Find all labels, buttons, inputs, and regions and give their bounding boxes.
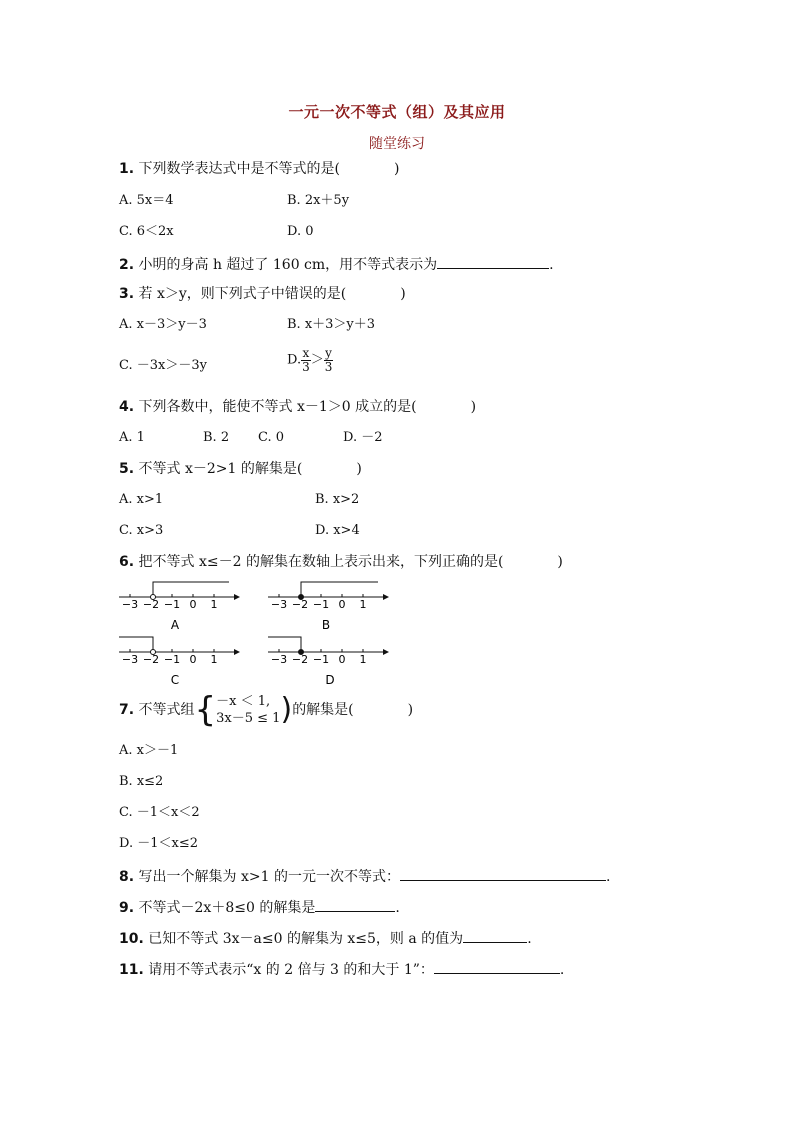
option-b: B. x＋3＞y＋3 xyxy=(287,317,376,332)
option-a: A. 1 xyxy=(119,430,145,445)
close-paren: ) xyxy=(470,399,477,415)
question-3 xyxy=(119,285,406,303)
question-6 xyxy=(119,553,563,571)
question-11 xyxy=(119,959,564,979)
tick-label: −3 xyxy=(270,653,288,666)
question-number: 6. xyxy=(119,554,135,570)
question-text: 请用不等式表示“x 的 2 倍与 3 的和大于 1”： xyxy=(148,962,434,978)
tick-label: −2 xyxy=(291,653,309,666)
period: . xyxy=(559,962,565,978)
number-line-a xyxy=(119,582,240,632)
number-line-figures xyxy=(0,575,794,685)
page-title: 一元一次不等式（组）及其应用 xyxy=(288,103,506,121)
page-subtitle: 随堂练习 xyxy=(369,136,425,152)
option-b: B. x≤2 xyxy=(119,774,164,789)
option-c: C. －1＜x＜2 xyxy=(119,805,200,820)
tick-label: 1 xyxy=(210,653,218,666)
question-text: 下列数学表达式中是不等式的是( xyxy=(138,161,340,177)
question-text: 若 x＞y，则下列式子中错误的是( xyxy=(138,286,347,302)
question-number: 7. xyxy=(119,702,135,718)
question-text: 不等式组 xyxy=(138,702,195,718)
question-8 xyxy=(119,866,610,886)
tick-label: −3 xyxy=(270,598,288,611)
answer-blank[interactable] xyxy=(400,866,606,881)
question-number: 2. xyxy=(119,257,135,273)
period: . xyxy=(395,900,400,916)
tick-label: −2 xyxy=(142,598,160,611)
option-a: A. x>1 xyxy=(119,492,164,507)
question-text: 写出一个解集为 x>1 的一元一次不等式： xyxy=(138,869,400,885)
option-c: C. －3x＞－3y xyxy=(119,358,207,373)
option-d: D. 0 xyxy=(287,224,314,239)
close-paren: ) xyxy=(400,286,406,302)
question-text: 不等式 x－2>1 的解集是( xyxy=(138,461,303,477)
tick-label: −1 xyxy=(163,653,181,666)
question-text-suffix: 的解集是( xyxy=(292,702,354,718)
diagram-label: D xyxy=(325,673,335,685)
question-text: 下列各数中，能使不等式 x－1＞0 成立的是( xyxy=(138,399,417,415)
question-number: 5. xyxy=(119,461,135,477)
answer-blank[interactable] xyxy=(463,928,527,943)
question-number: 1. xyxy=(119,161,135,177)
tick-label: 1 xyxy=(359,598,367,611)
system-line-2: 3x－5 ≤ 1 xyxy=(216,711,281,726)
question-number: 9. xyxy=(119,900,135,916)
answer-blank[interactable] xyxy=(315,897,395,912)
question-10 xyxy=(119,928,532,948)
period: . xyxy=(605,869,611,885)
question-9 xyxy=(119,897,400,917)
question-text: 小明的身高 h 超过了 160 cm，用不等式表示为 xyxy=(138,257,438,273)
tick-label: −3 xyxy=(121,653,139,666)
diagram-label: A xyxy=(170,618,180,632)
tick-label: −1 xyxy=(163,598,181,611)
question-5 xyxy=(119,460,362,478)
number-line-d xyxy=(268,637,389,685)
tick-label: 1 xyxy=(359,653,367,666)
close-paren: ) xyxy=(557,554,563,570)
fraction-y-over-3: $\frac{y}{3}$ xyxy=(324,346,333,374)
answer-blank[interactable] xyxy=(437,254,549,269)
period: . xyxy=(549,257,554,273)
answer-blank[interactable] xyxy=(434,959,560,974)
tick-label: 0 xyxy=(189,598,197,611)
inequality-system xyxy=(216,693,280,727)
question-text: 已知不等式 3x－a≤0 的解集为 x≤5，则 a 的值为 xyxy=(148,931,464,947)
close-paren: ) xyxy=(393,161,400,177)
option-a: A. x＞－1 xyxy=(119,743,179,758)
option-b: B. 2x＋5y xyxy=(287,193,350,208)
number-line-c xyxy=(119,637,240,685)
tick-label: −1 xyxy=(312,598,330,611)
right-paren: ) xyxy=(280,692,293,727)
option-a: A. 5x＝4 xyxy=(119,193,174,208)
number-line-b xyxy=(268,582,389,632)
left-brace: { xyxy=(194,690,217,730)
question-number: 10. xyxy=(119,931,144,947)
question-7 xyxy=(119,692,413,728)
option-d: D. －2 xyxy=(343,430,383,445)
question-4 xyxy=(119,398,476,416)
option-d: D. $\frac{x}{3}$ ＞ $\frac{y}{3}$ xyxy=(287,346,333,374)
tick-label: 0 xyxy=(189,653,197,666)
question-number: 11. xyxy=(119,962,144,978)
question-text: 不等式－2x＋8≤0 的解集是 xyxy=(138,900,316,916)
tick-label: −2 xyxy=(142,653,160,666)
option-d: D. －1＜x≤2 xyxy=(119,836,198,851)
diagram-label: B xyxy=(321,618,331,632)
tick-label: 1 xyxy=(210,598,218,611)
tick-label: −3 xyxy=(121,598,139,611)
system-line-1: －x ＜ 1, xyxy=(216,694,271,709)
close-paren: ) xyxy=(407,702,414,718)
question-number: 8. xyxy=(119,869,135,885)
question-2 xyxy=(119,254,554,274)
period: . xyxy=(527,931,532,947)
option-c: C. 6＜2x xyxy=(119,224,174,239)
diagram-label: C xyxy=(170,673,180,685)
option-b: B. x>2 xyxy=(315,492,360,507)
close-paren: ) xyxy=(356,461,362,477)
question-1 xyxy=(119,160,399,178)
question-number: 3. xyxy=(119,286,135,302)
tick-label: 0 xyxy=(338,598,346,611)
option-b: B. 2 xyxy=(203,430,230,445)
option-c: C. 0 xyxy=(258,430,285,445)
question-text: 把不等式 x≤－2 的解集在数轴上表示出来，下列正确的是( xyxy=(138,554,504,570)
question-number: 4. xyxy=(119,399,135,415)
option-c: C. x>3 xyxy=(119,523,164,538)
tick-label: −2 xyxy=(291,598,309,611)
option-a: A. x－3＞y－3 xyxy=(119,317,207,332)
tick-label: −1 xyxy=(312,653,330,666)
option-d: D. x>4 xyxy=(315,523,360,538)
tick-label: 0 xyxy=(338,653,346,666)
fraction-x-over-3: $\frac{x}{3}$ xyxy=(302,346,310,374)
